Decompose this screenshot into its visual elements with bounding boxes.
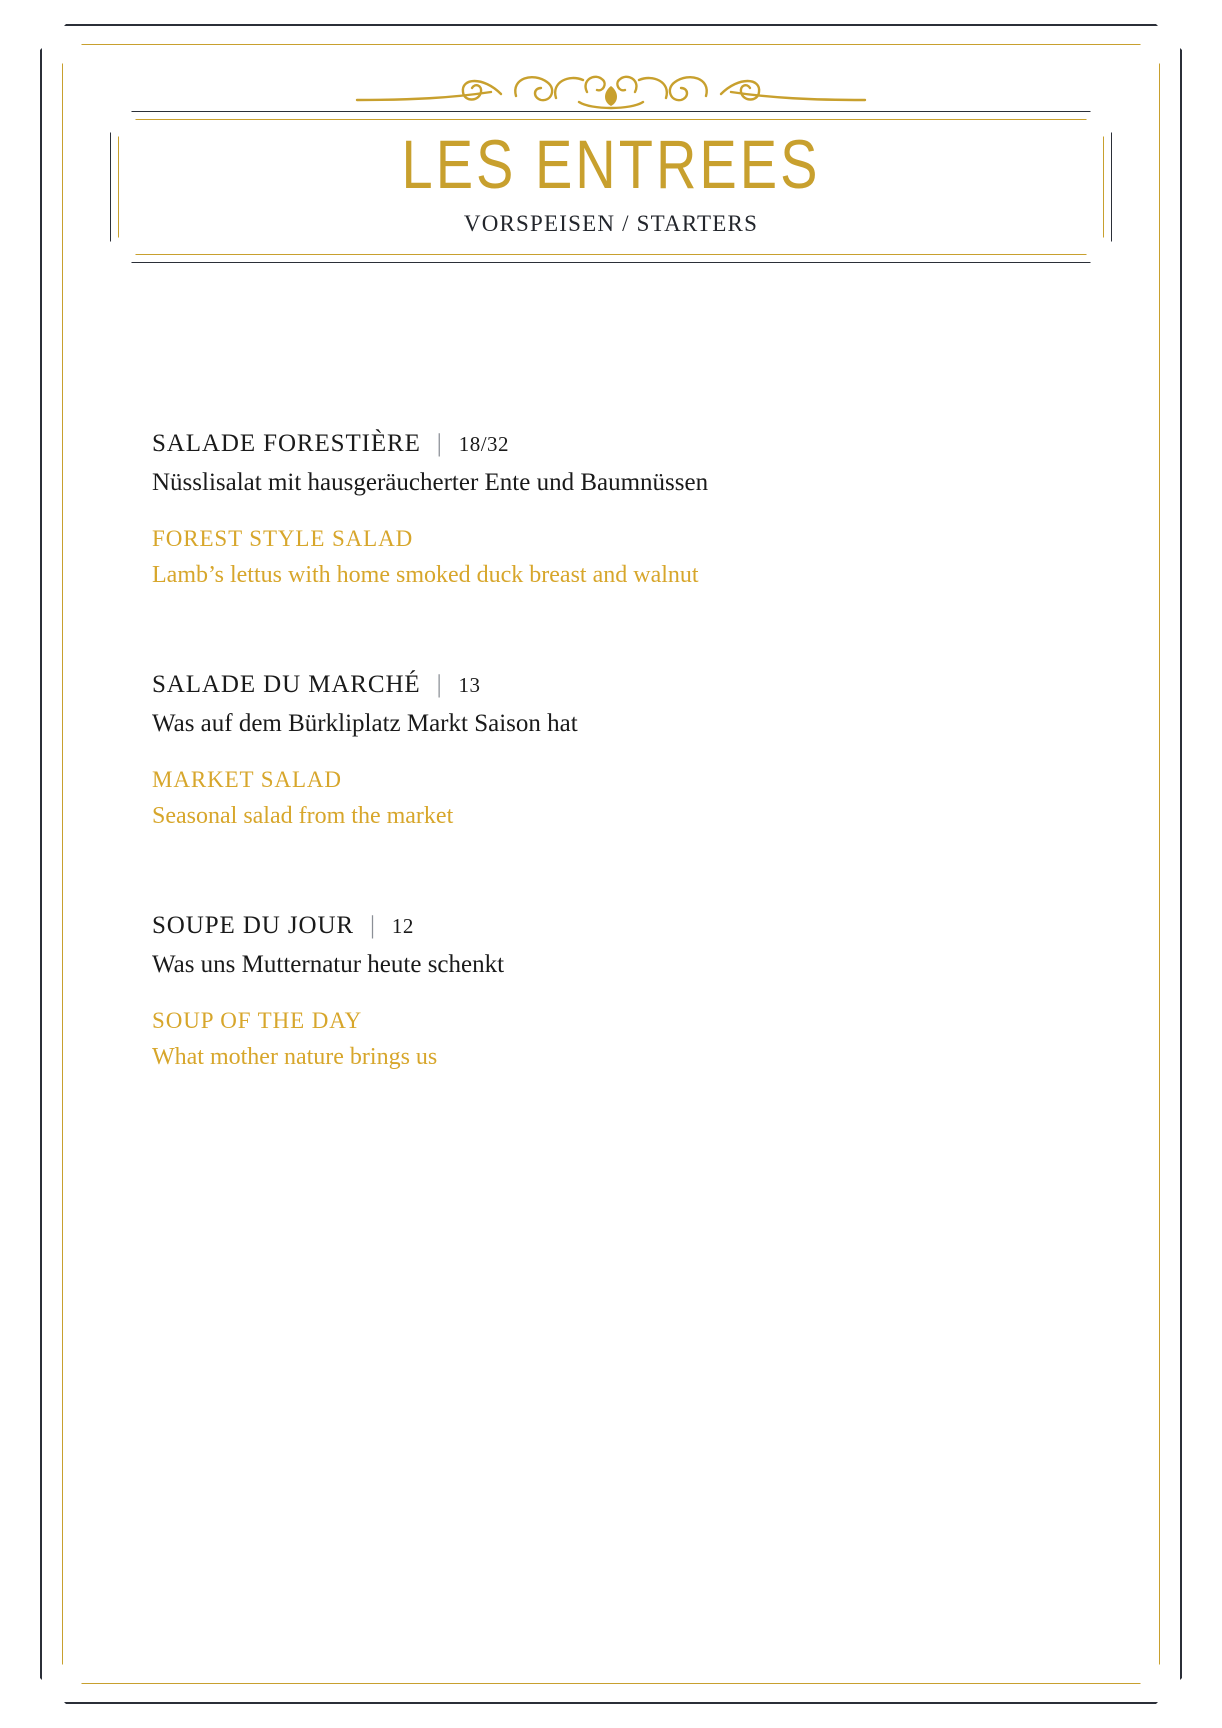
menu-item (152, 912, 1012, 1073)
menu-item-price: 12 (391, 914, 414, 939)
menu-items-list (152, 430, 1012, 1073)
menu-item-heading (152, 912, 1012, 940)
menu-item-separator: | (370, 912, 376, 940)
menu-item-name-en: FOREST STYLE SALAD (152, 525, 414, 551)
menu-item-description-de: Was auf dem Bürkliplatz Markt Saison hat (152, 710, 578, 738)
menu-item-heading (152, 430, 1012, 458)
menu-item (152, 671, 1012, 832)
menu-item-name: SALADE DU MARCHÉ (152, 671, 421, 699)
title-plaque (110, 111, 1112, 263)
menu-item (152, 430, 1012, 591)
menu-item-description-en: Seasonal salad from the market (152, 802, 454, 829)
page-subtitle: VORSPEISEN / STARTERS (463, 211, 759, 236)
plaque-content (110, 111, 1112, 263)
menu-item-description-en: Lamb’s lettus with home smoked duck breast and walnut (152, 561, 699, 588)
menu-item-name-en: SOUP OF THE DAY (152, 1008, 363, 1034)
menu-item-price: 13 (458, 673, 481, 698)
menu-item-description-en: What mother nature brings us (152, 1044, 438, 1071)
menu-item-description-de: Was uns Mutternatur heute schenkt (152, 951, 505, 979)
menu-item-separator: | (436, 430, 443, 457)
menu-item-description-de: Nüsslisalat mit hausgeräucherter Ente und Baumnüssen (152, 469, 709, 496)
menu-item-price: 18/32 (458, 432, 510, 456)
page-title: LES ENTREES (401, 125, 821, 203)
menu-item-separator: | (436, 671, 443, 699)
menu-item-name: SOUPE DU JOUR (152, 912, 355, 940)
menu-item-heading (152, 671, 1012, 699)
menu-item-name: SALADE FORESTIÈRE (152, 430, 421, 457)
menu-item-name-en: MARKET SALAD (152, 766, 342, 792)
